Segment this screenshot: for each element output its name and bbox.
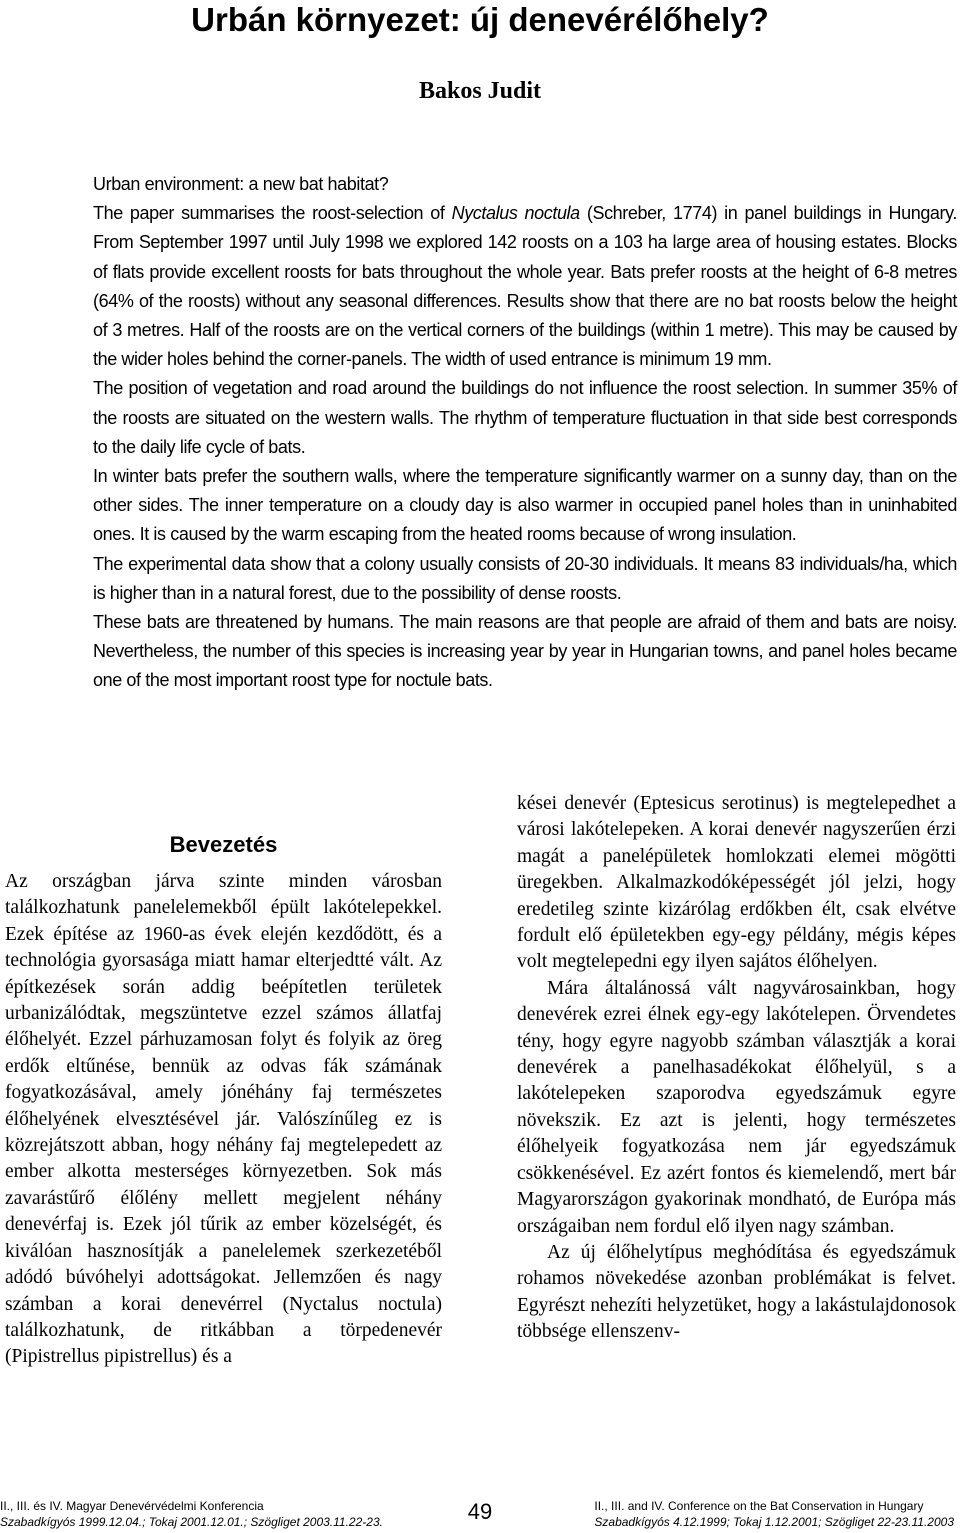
footer-right-line-2: Szabadkígyós 4.12.1999; Tokaj 1.12.2001; Szögliget 22-23.11.2003 [594, 1515, 954, 1529]
section-heading: Bevezetés [169, 832, 278, 857]
footer-right-line-1: II., III. and IV. Conference on the Bat Conservation in Hungary [594, 1499, 924, 1513]
abstract-title: Urban environment: a new bat habitat? [93, 174, 389, 194]
species-name: Nyctalus noctula [451, 203, 580, 224]
paper-title: Urbán környezet: új denevérélőhely? [191, 1, 769, 38]
right-column [517, 791, 956, 1346]
abstract-paragraph-2: The position of vegetation and road around the buildings do not influence the roost selection. In summer 35% of the roosts are situated on the western walls. The rhythm of temperature fluctuation in that side best corresponds to the daily life cycle of bats. [93, 378, 957, 457]
intro-paragraph-2: kései denevér (Eptesicus serotinus) is megtelepedhet a városi lakótelepeken. A korai denevér nagyszerűen érzi magát a panelépületek homlokzati elemei mögötti üregekben. Alkalmazkodóképességét jól jelzi, hogy eredetileg szinte kizárólag erdőkben élt, csak elvétve fordult elő épületekben egy-egy példány, mégis képes volt megtelepedni egy ilyen sajátos élőhelyen. [517, 793, 956, 973]
english-abstract [93, 170, 957, 696]
footer-left-line-1: II., III. és IV. Magyar Denevérvédelmi Konferencia [0, 1499, 264, 1513]
footer-right [594, 1498, 954, 1530]
intro-paragraph-3: Mára általánossá vált nagyvárosainkban, hogy denevérek ezrei élnek egy-egy lakótelepen. Örvendetes tény, hogy egyre nagyobb számban választják a korai denevérek a panelhasadékokat élőhelyül, s a lakótelepeken szaporodva egyedszámuk egyre növekszik. Ez azt is jelenti, hogy természetes élőhelyeik fogyatkozása nem jár egyedszámuk csökkenésével. Ez azért fontos és kiemelendő, mert bár Magyarországon gyakorinak mondható, de Európa más országaiban nem fordul elő ilyen nagy számban. [517, 977, 956, 1237]
abstract-p1-start: The paper summarises the roost-selection of [93, 203, 452, 224]
abstract-paragraph-1 [93, 199, 957, 374]
intro-paragraph-4: Az új élőhelytípus meghódítása és egyedszámuk rohamos növekedése azonban problémákat is felvet. Egyrészt nehezíti helyzetüket, hogy a lakástulajdonosok többsége ellenszenv- [517, 1241, 956, 1343]
author-name: Bakos Judit [418, 78, 542, 104]
left-column [5, 826, 442, 1371]
abstract-p1-rest: (Schreber, 1774) in panel buildings in Hungary. From September 1997 until July 1998 we explored 142 roosts on a 103 ha large area of housing estates. Blocks of flats provide excellent roosts for bats throughout the whole year. Bats prefer roosts at the height of 6-8 metres (64% of the roosts) without any seasonal differences. Results show that there are no bat roosts below the height of 3 metres. Half of the roosts are on the vertical corners of the buildings (within 1 metre). This may be caused by the wider holes behind the corner-panels. The width of used entrance is minimum 19 mm. [93, 203, 957, 370]
footer-left-line-2: Szabadkígyós 1999.12.04.; Tokaj 2001.12.01.; Szögliget 2003.11.22-23. [0, 1515, 383, 1529]
intro-paragraph-1: Az országban járva szinte minden városban találkozhatunk panelelemekből épült lakótelepekkel. Ezek építése az 1960-as évek elején kezdődött, és a technológia gyorsasága miatt hamar elterjedtté vált. Az építkezések során addig beépítetlen területek urbanizálódtak, megszüntetve ezzel számos állatfaj élőhelyét. Ezzel párhuzamosan folyt és folyik az öreg erdők eltűnése, bennük az odvas fák számának fogyatkozásával, amely jónéhány faj természetes élőhelyének elvesztésével jár. Valószínűleg ez is közrejátszott abban, hogy néhány faj megtelepedett az ember alkotta mesterséges környezetben. Sok más zavarástűrő élőlény mellett megjelent néhány denevérfaj is. Ezek jól tűrik az ember közelségét, és kiválóan hasznosítják a panelelemek szerkezetéből adódó búvóhelyi adottságokat. Jellemzően és nagy számban a korai denevérrel (Nyctalus noctula) találkozhatunk, de ritkábban a törpedenevér (Pipistrellus pipistrellus) és a [5, 871, 442, 1368]
abstract-paragraph-5: These bats are threatened by humans. The main reasons are that people are afraid of them and bats are noisy. Nevertheless, the number of this species is increasing year by year in Hungarian towns, and panel holes became one of the most important roost type for noctule bats. [93, 612, 957, 691]
page-number: 49 [467, 1499, 493, 1524]
abstract-paragraph-4: The experimental data show that a colony usually consists of 20-30 individuals. It means 83 individuals/ha, which is higher than in a natural forest, due to the possibility of dense roosts. [93, 553, 957, 603]
abstract-paragraph-3: In winter bats prefer the southern walls, where the temperature significantly warmer on a sunny day, than on the other sides. The inner temperature on a cloudy day is also warmer in occupied panel holes than in uninhabited ones. It is caused by the warm escaping from the heated rooms because of wrong insulation. [93, 466, 957, 545]
